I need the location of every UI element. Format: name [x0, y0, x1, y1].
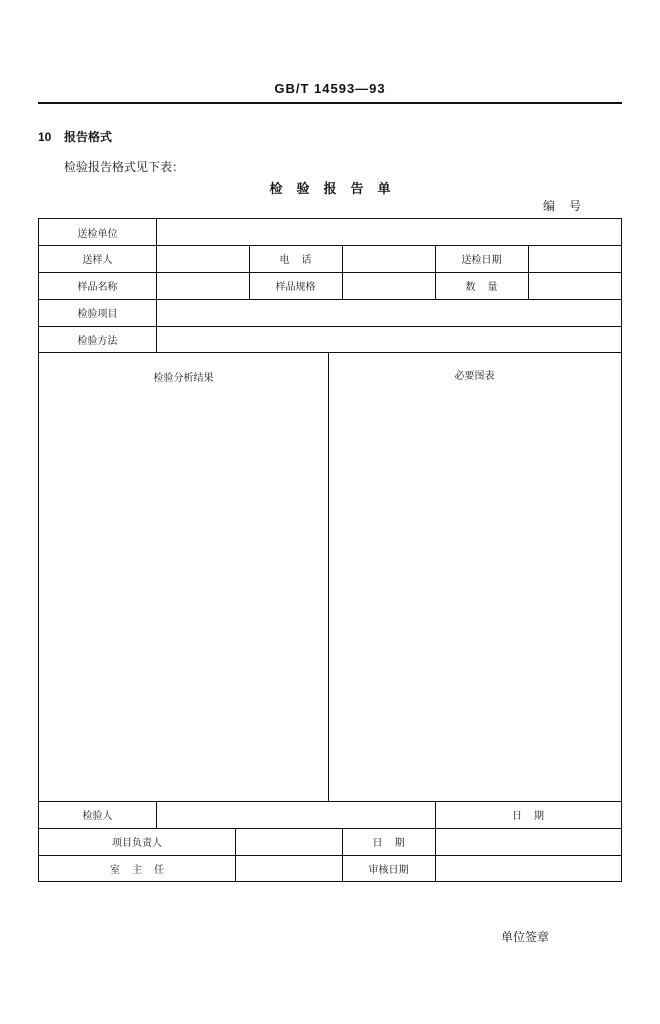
- form-title: 检验报告单: [269, 182, 405, 197]
- project-lead-label: 项目负责人: [112, 838, 162, 849]
- test-method-label: 检验方法: [77, 335, 118, 347]
- column-divider: [435, 828, 436, 882]
- test-item-label: 检验项目: [77, 309, 118, 320]
- header-rule: [38, 102, 622, 104]
- section-heading: [38, 128, 112, 145]
- review-date-label: 审核日期: [368, 864, 409, 876]
- serial-number-label: 编号: [543, 199, 596, 213]
- column-divider: [328, 352, 329, 801]
- unit-stamp-label: 单位签章: [501, 930, 550, 944]
- inspector-label: 检验人: [82, 811, 113, 822]
- sample-name-label: 样品名称: [77, 282, 118, 293]
- section-title: 报告格式: [64, 130, 113, 144]
- submit-date-label: 送检日期: [461, 255, 502, 266]
- column-divider: [528, 245, 529, 299]
- quantity-label: 数量: [465, 282, 510, 293]
- section-number: 10: [38, 130, 52, 144]
- charts-label: 必要图表: [454, 370, 495, 382]
- section-intro: 检验报告格式见下表：: [64, 160, 185, 174]
- project-lead-date-label: 日期: [372, 838, 417, 849]
- column-divider: [156, 801, 157, 828]
- submit-unit-label: 送检单位: [77, 228, 118, 240]
- column-divider: [235, 828, 236, 882]
- row-divider: [39, 352, 621, 353]
- results-label: 检验分析结果: [153, 372, 214, 384]
- column-divider: [342, 245, 343, 299]
- standard-number: GB/T 14593—93: [274, 81, 386, 96]
- column-divider: [156, 219, 157, 352]
- sample-spec-label: 样品规格: [275, 282, 316, 293]
- phone-label: 电话: [279, 255, 324, 266]
- director-label: 室主任: [110, 864, 176, 876]
- inspector-date-label: 日期: [512, 811, 556, 822]
- report-form-table: [38, 218, 622, 882]
- sender-label: 送样人: [82, 255, 113, 266]
